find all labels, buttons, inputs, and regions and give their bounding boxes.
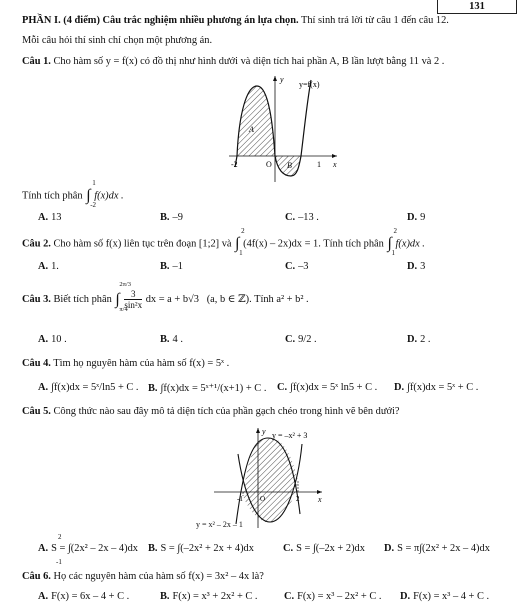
option-value: S = ∫(–2x² + 2x + 4)dx <box>160 543 254 554</box>
lower-limit: -2 <box>90 201 97 209</box>
option-label: C. <box>284 591 295 602</box>
part-instruction-2: Mỗi câu hỏi thí sinh chỉ chọn một phương án. <box>22 35 213 46</box>
tick-minus-1: -1 <box>237 495 243 503</box>
option-value: –13 . <box>298 212 319 223</box>
option-value: 4 . <box>172 334 183 345</box>
question-label: Câu 2. <box>22 238 51 250</box>
question-3 <box>22 280 309 313</box>
option-value: 1. <box>51 261 59 272</box>
lower-limit: π/4 <box>119 305 128 313</box>
question-text: Cho hàm số f(x) liên tục trên đoạn [1;2] và <box>53 238 232 250</box>
question-text: Họ các nguyên hàm của hàm số f(x) = 3x² – 4x là? <box>53 571 264 582</box>
question-5 <box>22 406 399 417</box>
option-label: C. <box>285 261 296 272</box>
q4-option-c[interactable] <box>277 382 377 393</box>
q1-option-b[interactable] <box>160 212 183 223</box>
q1-option-a[interactable] <box>38 212 62 223</box>
part-title: PHẦN I. (4 điểm) Câu trắc nghiệm nhiều phương án lựa chọn. <box>22 15 299 26</box>
part-header <box>22 15 449 26</box>
origin-label: O <box>260 495 266 503</box>
q5-lower-limit: -1 <box>56 558 62 566</box>
region-b-label: B <box>287 161 292 170</box>
q1-ask <box>22 179 124 209</box>
integral-sign: ∫ 2 1 <box>235 227 245 257</box>
option-value: S = π∫(2x² + 2x – 4)dx <box>397 543 490 554</box>
option-label: B. <box>160 261 170 272</box>
lower-limit: 1 <box>391 249 395 257</box>
option-label: B. <box>160 591 170 602</box>
tick-minus-2: -2 <box>231 160 238 169</box>
option-label: A. <box>38 212 49 223</box>
question-text-2: dx = a + b√3 <box>145 293 199 305</box>
option-value: F(x) = x³ – 4 + C . <box>413 591 490 602</box>
question-label: Câu 5. <box>22 406 51 417</box>
q2-option-d[interactable] <box>407 261 425 272</box>
q5-option-c[interactable] <box>283 543 365 554</box>
q1-graph <box>225 72 345 184</box>
question-label: Câu 3. <box>22 293 51 305</box>
tick-1: 1 <box>317 160 321 169</box>
option-label: C. <box>283 543 294 554</box>
x-label: x <box>318 495 322 504</box>
option-value: 10 . <box>51 334 67 345</box>
q5-option-a[interactable] <box>38 543 138 554</box>
q4-option-b[interactable] <box>148 382 266 394</box>
question-2 <box>22 227 425 257</box>
option-value: 9 <box>420 212 426 223</box>
q2-option-a[interactable] <box>38 261 59 272</box>
part-instruction: Thí sinh trả lời từ câu 1 đến câu 12. <box>298 15 449 26</box>
option-label: B. <box>148 383 158 394</box>
option-value: ∫f(x)dx = 5ˣ ln5 + C . <box>290 382 378 393</box>
option-label: D. <box>407 261 418 272</box>
question-text: Biết tích phân <box>53 293 112 305</box>
q3-option-b[interactable] <box>160 334 183 345</box>
option-label: A. <box>38 382 49 393</box>
option-label: A. <box>38 261 49 272</box>
question-4 <box>22 358 229 369</box>
q2-option-c[interactable] <box>285 261 309 272</box>
page-number: 131 <box>437 0 517 14</box>
option-label: D. <box>400 591 411 602</box>
option-label: C. <box>277 382 288 393</box>
option-label: D. <box>384 543 395 554</box>
question-text: Tìm họ nguyên hàm của hàm số f(x) = 5ˣ . <box>53 358 230 369</box>
question-label: Câu 6. <box>22 571 51 582</box>
q5-graph <box>210 424 330 530</box>
option-value: 3 <box>420 261 426 272</box>
y-label: y <box>262 427 266 436</box>
option-value: 13 <box>51 212 62 223</box>
option-label: B. <box>148 543 158 554</box>
q3-option-c[interactable] <box>285 334 317 345</box>
question-text: Cho hàm số y = f(x) có đồ thị như hình dưới và diện tích hai phần A, B lần lượt bằng 11 và 2 . <box>53 56 445 67</box>
q3-option-d[interactable] <box>407 334 431 345</box>
question-6 <box>22 571 264 582</box>
q6-option-b[interactable] <box>160 591 258 602</box>
option-label: B. <box>160 334 170 345</box>
option-label: D. <box>407 334 418 345</box>
q4-option-d[interactable] <box>394 382 478 393</box>
q5-option-d[interactable] <box>384 543 490 554</box>
top-curve-label: y = –x² + 3 <box>272 431 308 440</box>
hatched-region <box>243 438 298 522</box>
question-text: Công thức nào sau đây mô tả diện tích của phần gạch chéo trong hình vẽ bên dưới? <box>53 406 400 417</box>
question-condition: (a, b ∈ ℤ). Tính a² + b² . <box>206 293 309 305</box>
q1-option-d[interactable] <box>407 212 425 223</box>
region-a-label: A <box>249 125 254 134</box>
integrand: f(x)dx . <box>94 190 124 202</box>
upper-limit: 2π/3 <box>119 280 131 288</box>
origin-label: O <box>266 160 272 169</box>
q5-upper-limit: 2 <box>58 533 62 541</box>
option-value: –1 <box>172 261 183 272</box>
q6-option-a[interactable] <box>38 591 129 602</box>
option-label: B. <box>160 212 170 223</box>
option-label: C. <box>285 212 296 223</box>
denominator: sin²x <box>124 300 143 310</box>
integral-sign: ∫ 1 -2 <box>86 179 97 209</box>
function-label: y=f(x) <box>299 80 320 89</box>
region-a <box>237 86 275 156</box>
option-label: D. <box>407 212 418 223</box>
option-value: ∫f(x)dx = 5ˣ + C . <box>407 382 479 393</box>
question-label: Câu 1. <box>22 56 51 67</box>
option-label: A. <box>38 334 49 345</box>
integral-sign: ∫ 2π/3 π/4 <box>115 280 131 313</box>
option-label: D. <box>394 382 405 393</box>
numerator: 3 <box>124 289 142 300</box>
q1-ask-text: Tính tích phân <box>22 190 83 202</box>
option-label: A. <box>38 543 49 554</box>
question-label: Câu 4. <box>22 358 51 369</box>
option-value: ∫f(x)dx = 5ˣ⁺¹/(x+1) + C . <box>160 383 267 394</box>
q3-option-a[interactable] <box>38 334 67 345</box>
option-value: S = ∫(2x² – 2x – 4)dx <box>51 543 138 554</box>
option-label: C. <box>285 334 296 345</box>
option-value: S = ∫(–2x + 2)dx <box>296 543 365 554</box>
q6-option-c[interactable] <box>284 591 381 602</box>
option-label: A. <box>38 591 49 602</box>
q1-option-c[interactable] <box>285 212 319 223</box>
q5-option-b[interactable] <box>148 543 254 554</box>
q4-option-a[interactable] <box>38 382 139 393</box>
integrand: f(x)dx . <box>395 238 425 250</box>
bottom-curve-label: y = x² – 2x – 1 <box>196 520 243 529</box>
upper-limit: 2 <box>393 227 397 235</box>
option-value: 9/2 . <box>298 334 317 345</box>
option-value: F(x) = x³ – 2x² + C . <box>297 591 382 602</box>
question-text-2: (4f(x) – 2x)dx = 1. Tính tích phân <box>243 238 384 250</box>
y-label: y <box>280 75 284 84</box>
q6-option-d[interactable] <box>400 591 489 602</box>
option-value: 2 . <box>420 334 431 345</box>
upper-limit: 1 <box>92 179 96 187</box>
option-value: –9 <box>172 212 183 223</box>
integral-sign-2: ∫ 2 1 <box>387 227 397 257</box>
question-1 <box>22 56 444 67</box>
option-value: –3 <box>298 261 309 272</box>
q2-option-b[interactable] <box>160 261 183 272</box>
x-label: x <box>333 160 337 169</box>
tick-2: 2 <box>296 495 300 503</box>
upper-limit: 2 <box>241 227 245 235</box>
option-value: F(x) = 6x – 4 + C . <box>51 591 130 602</box>
lower-limit: 1 <box>239 249 243 257</box>
option-value: F(x) = x³ + 2x² + C . <box>172 591 258 602</box>
option-value: ∫f(x)dx = 5ˣ/ln5 + C . <box>51 382 139 393</box>
